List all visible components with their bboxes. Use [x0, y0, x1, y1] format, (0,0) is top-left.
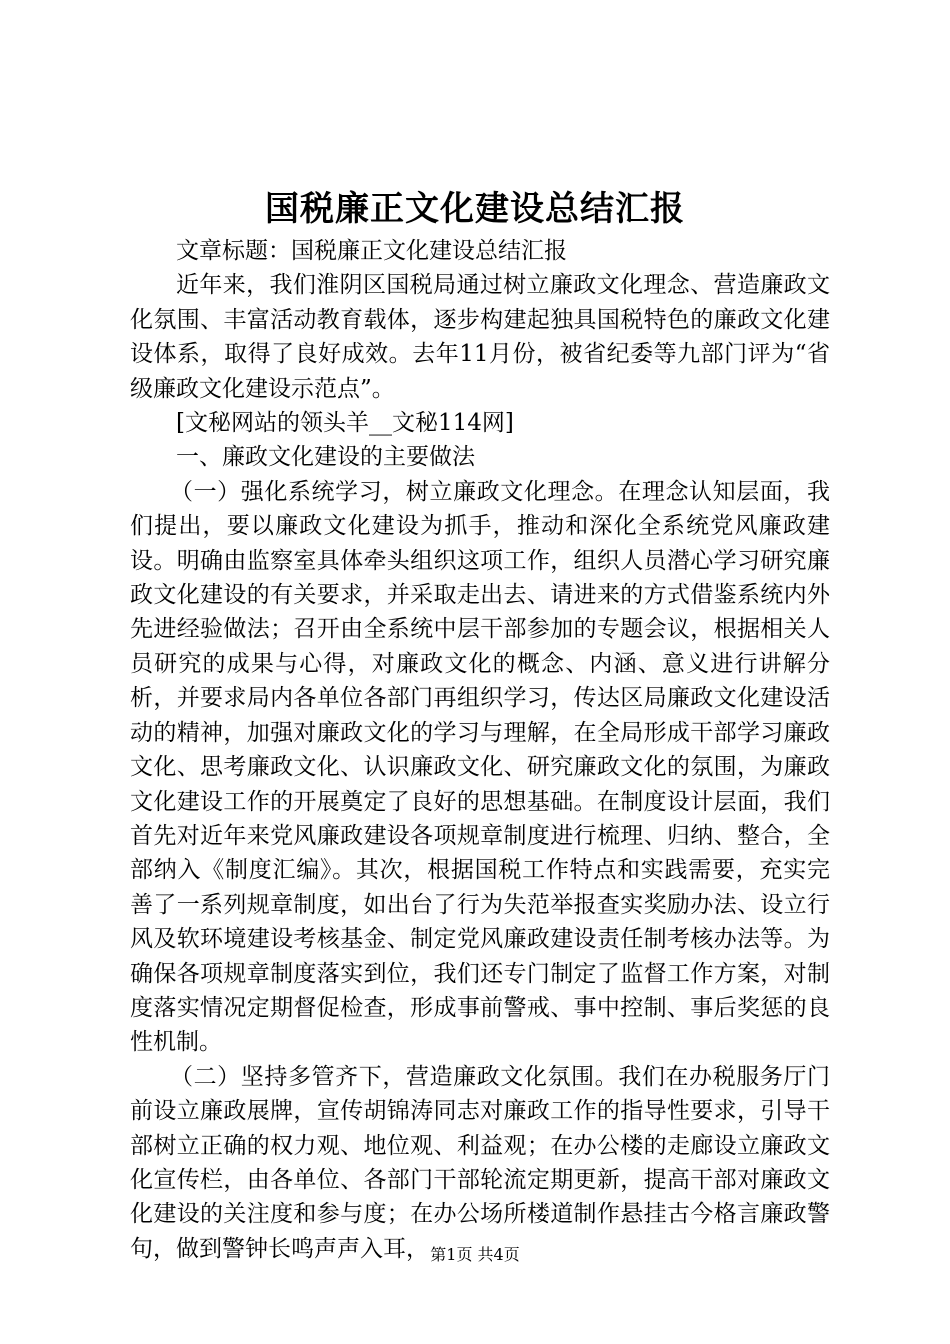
paragraph-intro: 近年来，我们淮阴区国税局通过树立廉政文化理念、营造廉政文化氛围、丰富活动教育载体，逐步构建起独具国税特色的廉政文化建设体系，取得了良好成效。去年11月份，被省纪委等九部门评为“省级廉政文化建设示范点”。 — [130, 272, 830, 402]
document-body — [130, 234, 830, 1266]
paragraph-article-title: 文章标题：国税廉正文化建设总结汇报 — [176, 238, 567, 264]
section-heading-1: 一、廉政文化建设的主要做法 — [176, 444, 475, 471]
document-title: 国税廉正文化建设总结汇报 — [265, 189, 685, 229]
paragraph-section-1-2: （二）坚持多管齐下，营造廉政文化氛围。我们在办税服务厅门前设立廉政展牌，宣传胡锦涛同志对廉政工作的指导性要求，引导干部树立正确的权力观、地位观、利益观；在办公楼的走廊设立廉政文化宣传栏，由各单位、各部门干部轮流定期更新，提高干部对廉政文化建设的关注度和参与度；在办公场所楼道制作悬挂古今格言廉政警句，做到警钟长鸣声声入耳， — [130, 1063, 830, 1262]
page-footer: 第1页 共4页 — [430, 1245, 520, 1264]
paragraph-section-1-1: （一）强化系统学习，树立廉政文化理念。在理念认知层面，我们提出，要以廉政文化建设为抓手，推动和深化全系统党风廉政建设。明确由监察室具体牵头组织这项工作，组织人员潜心学习研究廉政文化建设的有关要求，并采取走出去、请进来的方式借鉴系统内外先进经验做法；召开由全系统中层干部参加的专题会议，根据相关人员研究的成果与心得，对廉政文化的概念、内涵、意义进行讲解分析，并要求局内各单位各部门再组织学习，传达区局廉政文化建设活动的精神，加强对廉政文化的学习与理解，在全局形成干部学习廉政文化、思考廉政文化、认识廉政文化、研究廉政文化的氛围，为廉政文化建设工作的开展奠定了良好的思想基础。在制度设计层面，我们首先对近年来党风廉政建设各项规章制度进行梳理、归纳、整合，全部纳入《制度汇编》。其次，根据国税工作特点和实践需要，充实完善了一系列规章制度，如出台了行为失范举报查实奖励办法、设立行风及软环境建设考核基金、制定党风廉政建设责任制考核办法等。为确保各项规章制度落实到位，我们还专门制定了监督工作方案，对制度落实情况定期督促检查，形成事前警戒、事中控制、事后奖惩的良性机制。 — [130, 478, 830, 1056]
paragraph-source-note: [文秘网站的领头羊__文秘114网] — [176, 410, 514, 437]
